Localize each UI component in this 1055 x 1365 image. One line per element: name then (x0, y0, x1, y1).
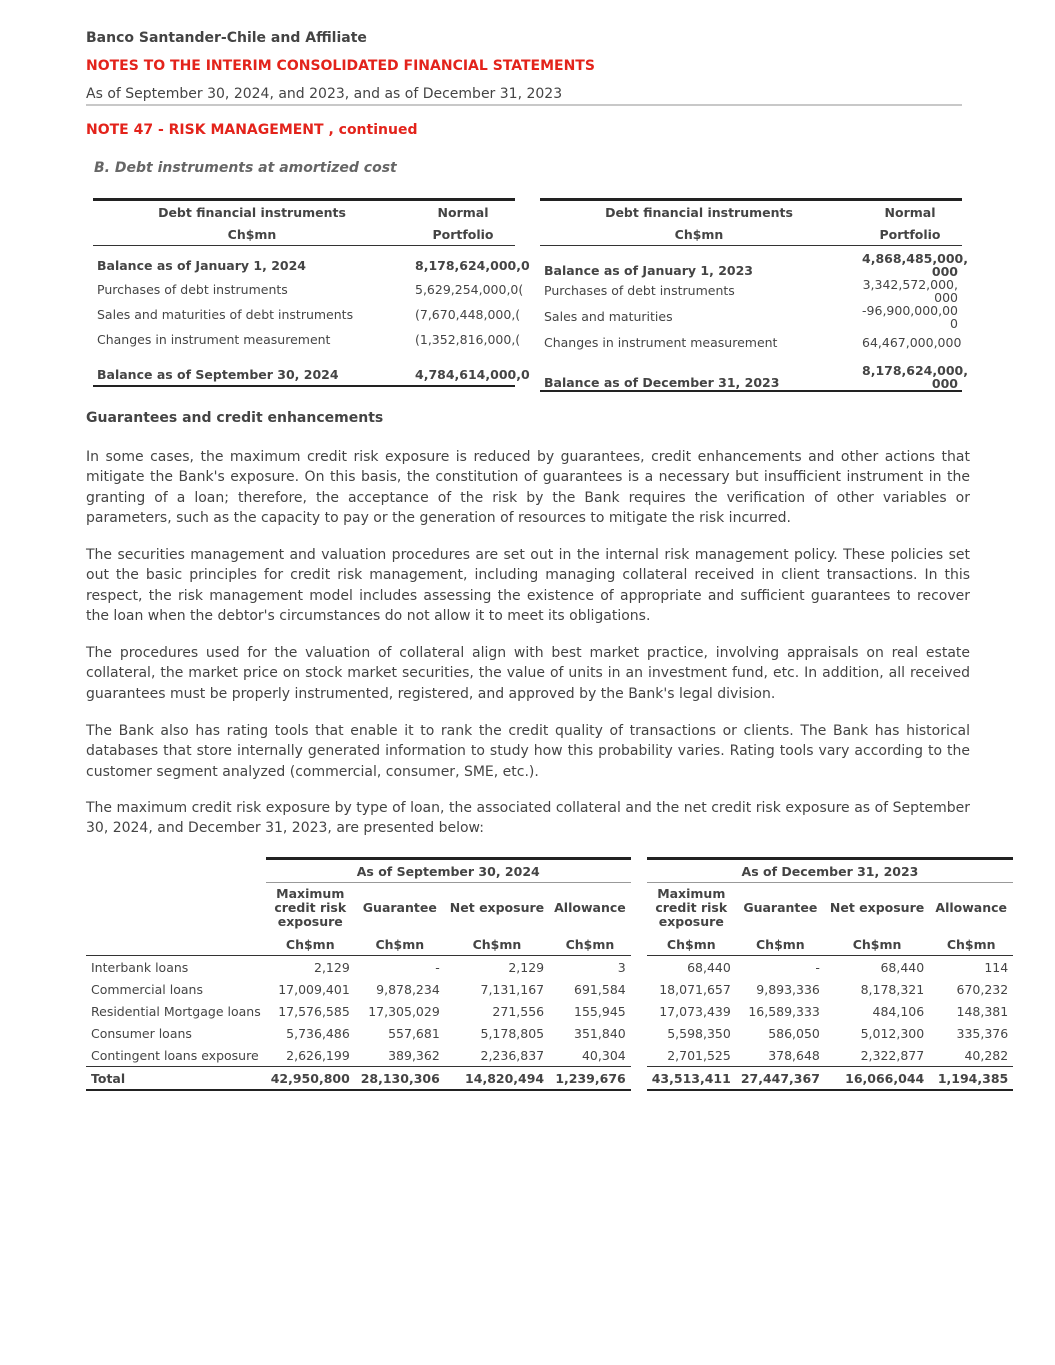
row-label: Consumer loans (91, 1025, 192, 1041)
col-subheader: Portfolio (858, 223, 962, 246)
cell: 557,681 (388, 1025, 440, 1041)
cell: 27,447,367 (736, 1067, 825, 1091)
table-row (93, 364, 515, 386)
notes-title: NOTES TO THE INTERIM CONSOLIDATED FINANCIAL STATEMENTS (86, 58, 595, 74)
table-row (86, 956, 1013, 979)
paragraph: In some cases, the maximum credit risk exposure is reduced by guarantees, credit enhancements and other actions that mitigate the Bank's exposure. On this basis, the constitution of guarantees is a necessary but insufficient instrument in the granting of a loan; therefore, the acceptance of the risk by the Bank requires the verification of other variables or parameters, such as the capacity to pay or the generation of resources to mitigate the risk incurred. (86, 449, 970, 527)
col-unit: Ch$mn (929, 933, 1013, 956)
row-label: Changes in instrument measurement (544, 334, 778, 350)
paragraph: The securities management and valuation procedures are set out in the internal risk management policy. These policies set out the basic principles for credit risk management, including managing collateral received in client transactions. In this respect, the risk management model includes assessing the existence of appropriate and sufficient guarantees to recover the loan when the debtor's circumstances do not allow it to meet its obligations. (86, 547, 970, 625)
cell: 484,106 (872, 1003, 925, 1019)
row-value: 8,178,624,000,0 (415, 258, 530, 273)
table-row (93, 302, 515, 327)
row-label: Interbank loans (91, 959, 189, 975)
row-value: 8,178,624,000, 000 (858, 355, 962, 391)
col-header: Guarantee (362, 900, 437, 915)
period-header-2024: As of September 30, 2024 (266, 859, 631, 883)
cell: 40,304 (581, 1047, 626, 1063)
as-of-date: As of September 30, 2024, and 2023, and as of December 31, 2023 (86, 86, 563, 102)
table-row (86, 1022, 1013, 1044)
col-header: Allowance (554, 900, 626, 915)
row-label: Balance as of January 1, 2024 (97, 258, 306, 273)
cell: 17,009,401 (278, 981, 350, 997)
cell: 9,878,234 (376, 981, 440, 997)
row-label: Purchases of debt instruments (97, 282, 288, 297)
row-value: -96,900,000,00 0 (862, 302, 958, 331)
col-unit: Ch$mn (355, 933, 445, 956)
col-unit: Ch$mn (825, 933, 929, 956)
cell: 68,440 (880, 959, 925, 975)
guarantees-title: Guarantees and credit enhancements (86, 410, 384, 426)
row-value: 3,342,572,000, 000 (862, 276, 958, 305)
cell: 43,513,411 (647, 1067, 736, 1091)
row-label: Residential Mortgage loans (91, 1003, 261, 1019)
credit-exposure-table (86, 857, 1013, 1091)
row-value: 64,467,000,000 (862, 334, 962, 350)
col-unit: Ch$mn (266, 933, 355, 956)
paragraph: The Bank also has rating tools that enable it to rank the credit quality of transactions or clients. The Bank has historical databases that store internally generated information to study how this probability varies. Rating tools vary according to the customer segment analyzed (commercial, consumer, SME, etc.). (86, 723, 970, 780)
col-header: Guarantee (743, 900, 818, 915)
cell: 17,073,439 (659, 1003, 731, 1019)
cell: 14,820,494 (445, 1067, 549, 1091)
cell: 155,945 (574, 1003, 626, 1019)
cell: 378,648 (768, 1047, 820, 1063)
debt-table-2024 (93, 198, 530, 387)
row-value: (7,670,448,000,( (415, 306, 521, 322)
cell: 2,129 (314, 959, 350, 975)
table-row (540, 330, 962, 355)
table-row (86, 1000, 1013, 1022)
cell: - (435, 959, 440, 975)
cell: 17,305,029 (368, 1003, 440, 1019)
col-subheader: Portfolio (411, 223, 515, 246)
col-header: Maximum credit risk exposure (274, 886, 347, 929)
row-label: Changes in instrument measurement (97, 331, 331, 347)
col-unit: Ch$mn (93, 223, 411, 246)
row-value: 5,629,254,000,0( (415, 282, 524, 297)
table-row (86, 978, 1013, 1000)
cell: 389,362 (388, 1047, 440, 1063)
cell: 2,322,877 (860, 1047, 925, 1063)
section-b-title: B. Debt instruments at amortized cost (94, 160, 397, 176)
cell: 5,012,300 (860, 1025, 925, 1041)
row-label: Balance as of December 31, 2023 (540, 355, 858, 391)
row-value: 4,868,485,000, 000 (862, 250, 968, 279)
table-row (540, 246, 962, 278)
col-header: Allowance (935, 900, 1008, 915)
cell: 1,194,385 (929, 1067, 1013, 1091)
col-unit: Ch$mn (549, 933, 631, 956)
table-row (93, 254, 515, 278)
company-name: Banco Santander-Chile and Affiliate (86, 30, 367, 46)
col-unit: Ch$mn (540, 223, 858, 246)
cell: 16,066,044 (825, 1067, 929, 1091)
row-label: Sales and maturities (544, 309, 673, 324)
paragraph: The maximum credit risk exposure by type of loan, the associated collateral and the net credit risk exposure as of September 30, 2024, and December 31, 2023, are presented below: (86, 800, 970, 837)
table-row (540, 278, 962, 304)
row-label: Total (86, 1067, 266, 1091)
col-unit: Ch$mn (736, 933, 825, 956)
col-header: Maximum credit risk exposure (655, 886, 728, 929)
col-unit: Ch$mn (445, 933, 549, 956)
cell: 40,282 (964, 1047, 1009, 1063)
col-unit: Ch$mn (647, 933, 736, 956)
row-value: 4,784,614,000,0 (411, 364, 515, 386)
cell: 17,576,585 (278, 1003, 350, 1019)
cell: 351,840 (574, 1025, 626, 1041)
cell: 1,239,676 (549, 1067, 631, 1091)
row-value: (1,352,816,000,( (415, 331, 521, 347)
col-header: Debt financial instruments (93, 200, 411, 224)
cell: 28,130,306 (355, 1067, 445, 1091)
cell: 18,071,657 (659, 981, 731, 997)
cell: 586,050 (768, 1025, 820, 1041)
cell: 3 (617, 959, 626, 975)
table-row (540, 304, 962, 330)
header-divider (86, 104, 962, 106)
row-label: Sales and maturities of debt instruments (97, 306, 354, 322)
col-header: Net exposure (449, 900, 545, 915)
row-label: Contingent loans exposure (91, 1047, 259, 1063)
note-title: NOTE 47 - RISK MANAGEMENT , continued (86, 122, 418, 138)
cell: 2,626,199 (286, 1047, 350, 1063)
cell: 2,236,837 (480, 1047, 545, 1063)
debt-table-2023 (540, 198, 968, 392)
table-row (93, 327, 515, 352)
cell: 5,178,805 (480, 1025, 545, 1041)
col-header: Net exposure (829, 900, 925, 915)
cell: 2,701,525 (667, 1047, 731, 1063)
cell: 7,131,167 (480, 981, 545, 997)
cell: 271,556 (492, 1003, 545, 1019)
col-header: Normal (411, 200, 515, 224)
period-header-2023: As of December 31, 2023 (647, 859, 1013, 883)
cell: 5,736,486 (286, 1025, 350, 1041)
cell: 16,589,333 (748, 1003, 820, 1019)
cell: 9,893,336 (756, 981, 820, 997)
cell: 148,381 (956, 1003, 1009, 1019)
row-label: Commercial loans (91, 981, 203, 997)
table-row (93, 278, 515, 302)
table-row (540, 355, 962, 391)
cell: 42,950,800 (266, 1067, 355, 1091)
row-label: Purchases of debt instruments (544, 283, 735, 298)
cell: 670,232 (956, 981, 1009, 997)
row-label: Balance as of January 1, 2023 (544, 262, 753, 278)
cell: 691,584 (574, 981, 626, 997)
paragraph: The procedures used for the valuation of collateral align with best market practice, involving appraisals on real estate collateral, the market price on stock market securities, the value of units in an investment fund, etc. In addition, all received guarantees must be properly instrumented, registered, and approved by the Bank's legal division. (86, 645, 970, 702)
cell: 68,440 (687, 959, 731, 975)
cell: 2,129 (508, 959, 545, 975)
cell: 5,598,350 (667, 1025, 731, 1041)
row-label: Balance as of September 30, 2024 (93, 364, 411, 386)
cell: 114 (984, 959, 1009, 975)
col-header: Normal (858, 200, 962, 224)
cell: 335,376 (956, 1025, 1009, 1041)
cell: - (815, 959, 820, 975)
cell: 8,178,321 (860, 981, 925, 997)
col-header: Debt financial instruments (540, 200, 858, 224)
table-row (86, 1044, 1013, 1067)
total-row (86, 1067, 1013, 1091)
